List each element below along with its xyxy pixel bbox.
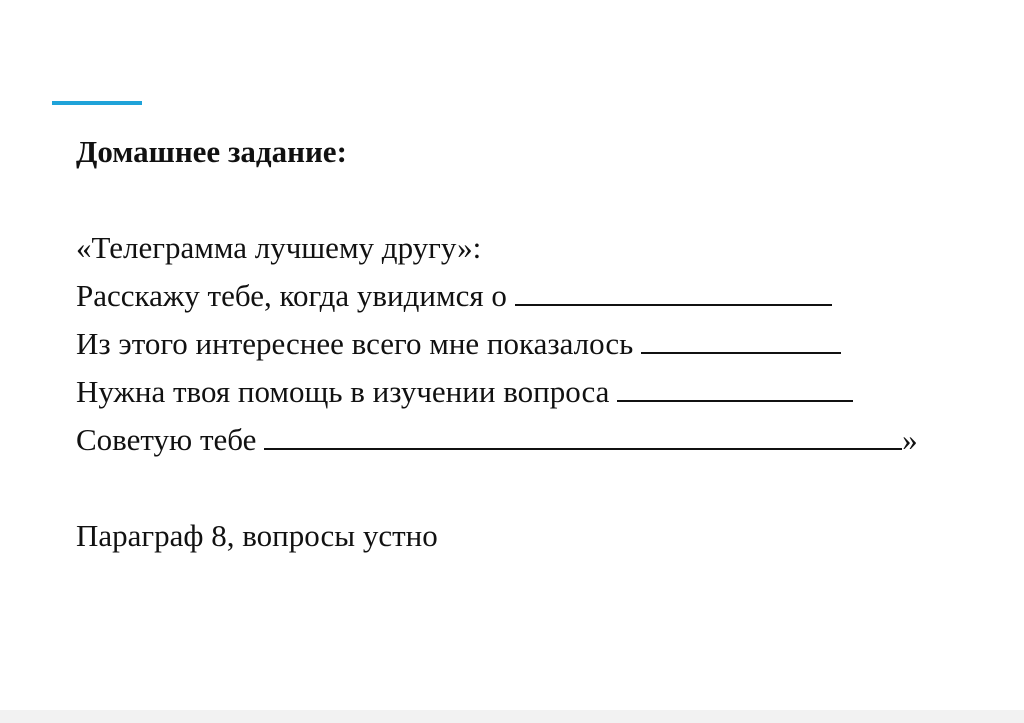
telegram-intro: «Телеграмма лучшему другу»: <box>76 230 482 265</box>
telegram-line-1-text: Расскажу тебе, когда увидимся о <box>76 278 515 313</box>
spacer <box>76 176 996 224</box>
bottom-strip <box>0 710 1024 723</box>
closing-quote: » <box>902 422 918 457</box>
spacer <box>76 464 996 512</box>
fill-in-blank-1 <box>515 276 832 306</box>
telegram-line-3 <box>76 368 996 416</box>
slide-content <box>76 128 996 560</box>
telegram-line-3-text: Нужна твоя помощь в изучении вопроса <box>76 374 618 409</box>
fill-in-blank-2 <box>641 324 841 354</box>
telegram-line-4-text: Советую тебе <box>76 422 265 457</box>
accent-line <box>52 101 142 105</box>
telegram-line-4 <box>76 416 996 464</box>
footer-task: Параграф 8, вопросы устно <box>76 518 438 553</box>
telegram-line-2-text: Из этого интереснее всего мне показалось <box>76 326 642 361</box>
fill-in-blank-4 <box>264 420 902 450</box>
fill-in-blank-3 <box>617 372 853 402</box>
telegram-line-1 <box>76 272 996 320</box>
homework-title: Домашнее задание: <box>76 134 347 169</box>
telegram-line-2 <box>76 320 996 368</box>
